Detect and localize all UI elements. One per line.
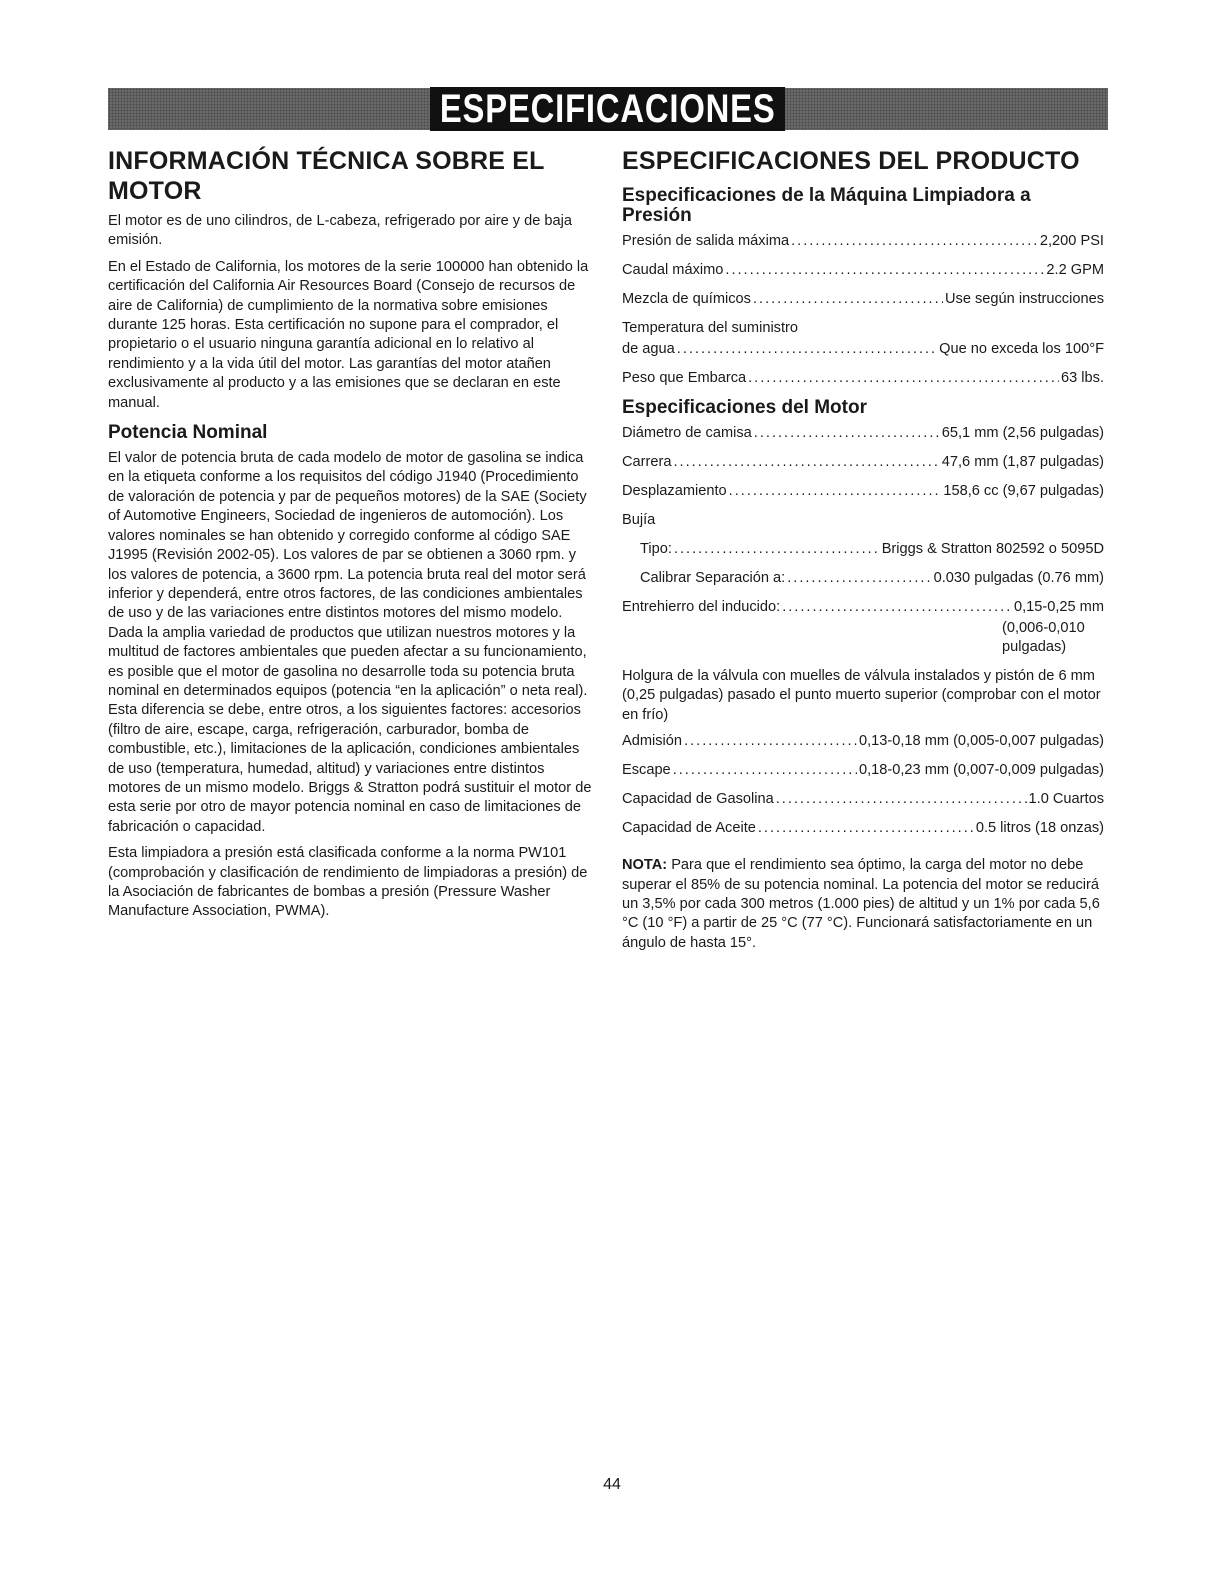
spec-value: 2.2 GPM <box>1046 262 1104 278</box>
spec-row <box>622 482 1104 501</box>
valve-clearance-text: Holgura de la válvula con muelles de válvula instalados y pistón de 6 mm (0,25 pulgadas) pasado el punto muerto superior (comprobar con el motor en frío) <box>622 668 1101 723</box>
spec-value: 1.0 Cuartos <box>1028 791 1104 808</box>
spec-label: Tipo: <box>640 541 672 557</box>
armature-value-continuation: (0,006-0,010 pulgadas) <box>1002 620 1085 655</box>
spec-value: 2,200 PSI <box>1039 233 1104 249</box>
dot-leader <box>748 369 1059 388</box>
dot-leader <box>758 819 974 838</box>
engine-info-paragraph-1: El motor es de uno cilindros, de L-cabeza, refrigerado por aire y de baja emisión. <box>108 213 573 249</box>
spec-label: Peso que Embarca <box>622 370 747 386</box>
note-text: Para que el rendimiento sea óptimo, la carga del motor no debe superar el 85% de su potencia nominal. La potencia del motor se reducirá un 3,5% por cada 300 metros (1.000 pies) de altitud y un 1% por cada 5,6 °C (10 °F) a partir de 25 °C (77 °C). Funcionará satisfactoriamente en un ángulo de hasta 15°. <box>622 857 1100 951</box>
spec-row <box>622 261 1104 280</box>
dot-leader <box>776 790 1027 809</box>
spark-plug-label: Bujía <box>622 512 656 528</box>
spec-label: Escape <box>622 762 671 779</box>
spec-value: Briggs & Stratton 802592 o 5095D <box>881 541 1104 557</box>
dot-leader <box>674 540 880 559</box>
banner-title: ESPECIFICACIONES <box>430 87 785 131</box>
spec-label: Carrera <box>622 454 672 470</box>
spec-row <box>622 340 1104 359</box>
spec-value: 158,6 cc (9,67 pulgadas) <box>943 483 1104 499</box>
spec-value: 63 lbs. <box>1061 370 1104 386</box>
left-column <box>108 146 592 929</box>
spec-row <box>640 569 1104 588</box>
right-column <box>622 146 1104 960</box>
spec-label: Desplazamiento <box>622 483 727 499</box>
spec-value: Use según instrucciones <box>945 291 1104 307</box>
dot-leader <box>677 340 937 359</box>
note-label: NOTA: <box>622 857 668 874</box>
product-spec-heading: ESPECIFICACIONES DEL PRODUCTO <box>622 147 1080 175</box>
engine-info-paragraph-2: En el Estado de California, los motores de la serie 100000 han obtenido la certificación del California Air Resources Board (Consejo de recursos de aire de California) de cumplimiento de la normativa sobre emisiones durante 125 horas. Esta certificación no supone para el comprador, el propietario o el usuario ninguna garantía adicional en lo relativo al rendimiento y a la vida útil del motor. Las garantías del motor atañen exclusivamente al producto y a las emisiones que se declaran en este manual. <box>108 258 589 411</box>
machine-spec-heading: Especificaciones de la Máquina Limpiadora a Presión <box>622 185 1031 226</box>
spec-row <box>622 232 1104 251</box>
spec-label: de agua <box>622 341 675 357</box>
dot-leader <box>725 261 1044 280</box>
spec-label: Presión de salida máxima <box>622 233 790 249</box>
dot-leader <box>673 453 939 472</box>
spec-value: 0,13-0,18 mm (0,005-0,007 pulgadas) <box>858 733 1104 750</box>
spec-row <box>622 290 1104 309</box>
spec-row <box>622 598 1104 617</box>
dot-leader <box>787 569 931 588</box>
engine-spec-heading: Especificaciones del Motor <box>622 397 867 418</box>
pwma-paragraph: Esta limpiadora a presión está clasificada conforme a la norma PW101 (comprobación y clasificación de rendimiento de limpiadoras a presión) de la Asociación de fabricantes de bombas a presión (Pressure Washer Manufacture Association, PWMA). <box>108 845 588 920</box>
nominal-power-paragraph: El valor de potencia bruta de cada modelo de motor de gasolina se indica en la etiqueta conforme a los requisitos del código J1940 (Procedimiento de valoración de potencia y par de pequeños motores) de la SAE (Society of Automotive Engineers, Sociedad de ingenieros de automoción). Los valores nominales se han obtenido y corregido conforme al código SAE J1995 (Revisión 2002-05). Los valores de par se obtienen a 3060 rpm. y los valores de potencia, a 3600 rpm. La potencia bruta real del motor será inferior y dependerá, entre otros factores, de las condiciones ambientales de uso y de las variaciones entre distintos motores del mismo modelo. Dada la amplia variedad de productos que utilizan nuestros motores y la multitud de factores ambientales que pueden afectar a su funcionamiento, es posible que el motor de gasolina no desarrolle toda su potencia bruta nominal en determinados equipos (potencia “en la aplicación” o neta real). Esta diferencia se debe, entre otros, a los siguientes factores: accesorios (filtro de aire, escape, carga, refrigeración, carburador, bomba de combustible, etc.), limitaciones de la aplicación, condiciones ambientales de uso (temperatura, humedad, altitud) y variaciones entre distintos motores de un mismo modelo. Briggs & Stratton podrá sustituir el motor de esta serie por otro de mayor potencia nominal en caso de limitaciones de fabricación o capacidad. <box>108 450 592 835</box>
dot-leader <box>684 732 857 751</box>
spec-row <box>622 369 1104 388</box>
spec-label: Diámetro de camisa <box>622 425 752 441</box>
spec-row <box>622 761 1104 780</box>
spec-label: Caudal máximo <box>622 262 724 278</box>
page-number: 44 <box>603 1476 621 1493</box>
spec-value-continuation <box>622 619 1104 657</box>
spec-value: 0,15-0,25 mm <box>1013 599 1104 615</box>
spec-label: Admisión <box>622 733 683 750</box>
dot-leader <box>791 232 1038 251</box>
spec-row <box>622 819 1104 838</box>
spec-label: Capacidad de Aceite <box>622 820 756 837</box>
section-banner <box>108 88 1108 130</box>
spec-value: 0,18-0,23 mm (0,007-0,009 pulgadas) <box>858 762 1104 779</box>
spec-row <box>622 424 1104 443</box>
nominal-power-heading: Potencia Nominal <box>108 422 268 444</box>
spec-row <box>622 453 1104 472</box>
spec-label: Entrehierro del inducido: <box>622 599 781 615</box>
dot-leader <box>782 598 1012 617</box>
dot-leader <box>754 424 940 443</box>
spec-label: Mezcla de químicos <box>622 291 751 307</box>
engine-info-heading: INFORMACIÓN TÉCNICA SOBRE EL MOTOR <box>108 147 545 205</box>
spec-row <box>622 732 1104 751</box>
temp-label: Temperatura del suministro <box>622 320 799 336</box>
dot-leader <box>729 482 942 501</box>
spec-value: Que no exceda los 100°F <box>939 341 1104 357</box>
spec-label: Capacidad de Gasolina <box>622 791 774 808</box>
dot-leader <box>753 290 943 309</box>
spec-value: 0.5 litros (18 onzas) <box>975 820 1104 837</box>
spec-row <box>640 540 1104 559</box>
spec-value: 0.030 pulgadas (0.76 mm) <box>933 570 1104 586</box>
dot-leader <box>673 761 857 780</box>
spec-value: 47,6 mm (1,87 pulgadas) <box>941 454 1104 470</box>
note-paragraph <box>622 856 1104 953</box>
spec-label: Calibrar Separación a: <box>640 570 786 586</box>
spec-row <box>622 790 1104 809</box>
spec-value: 65,1 mm (2,56 pulgadas) <box>941 425 1104 441</box>
